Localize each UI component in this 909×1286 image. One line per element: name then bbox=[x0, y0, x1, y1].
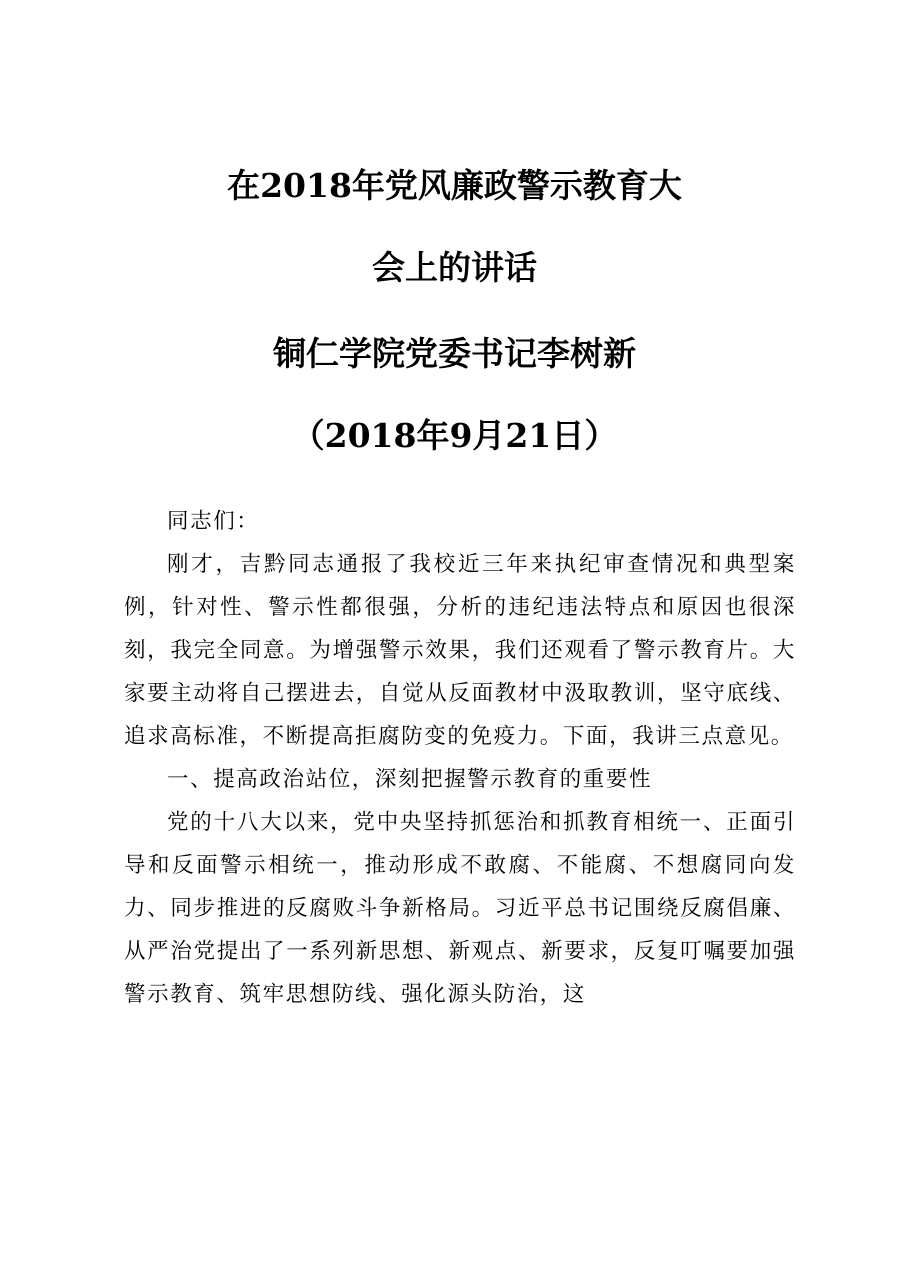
paragraph-opening: 刚才，吉黔同志通报了我校近三年来执纪审查情况和典型案例，针对性、警示性都很强，分析的违纪违法特点和原因也很深刻，我完全同意。为增强警示效果，我们还观看了警示教育片。大家要主动将自己摆进去，自觉从反面教材中汲取教训，坚守底线、追求高标准，不断提高拒腐防变的免疫力。下面，我讲三点意见。 bbox=[124, 552, 796, 749]
section-heading-1: 一、提高政治站位，深刻把握警示教育的重要性 bbox=[167, 767, 653, 792]
speaker-line: 铜仁学院党委书记李树新 bbox=[273, 334, 636, 373]
document-title-line-2: 会上的讲话 bbox=[372, 248, 537, 287]
date-line: （2018年9月21日） bbox=[291, 416, 618, 455]
speech-body bbox=[124, 500, 796, 1016]
document-title-line-1: 在2018年党风廉政警示教育大 bbox=[227, 166, 682, 205]
greeting: 同志们： bbox=[167, 509, 260, 534]
paragraph-section-1: 党的十八大以来，党中央坚持抓惩治和抓教育相统一、正面引导和反面警示相统一，推动形成不敢腐、不能腐、不想腐同向发力、同步推进的反腐败斗争新格局。习近平总书记围绕反腐倡廉、从严治党提出了一系列新思想、新观点、新要求，反复叮嘱要加强警示教育、筑牢思想防线、强化源头防治，这 bbox=[124, 810, 796, 1007]
